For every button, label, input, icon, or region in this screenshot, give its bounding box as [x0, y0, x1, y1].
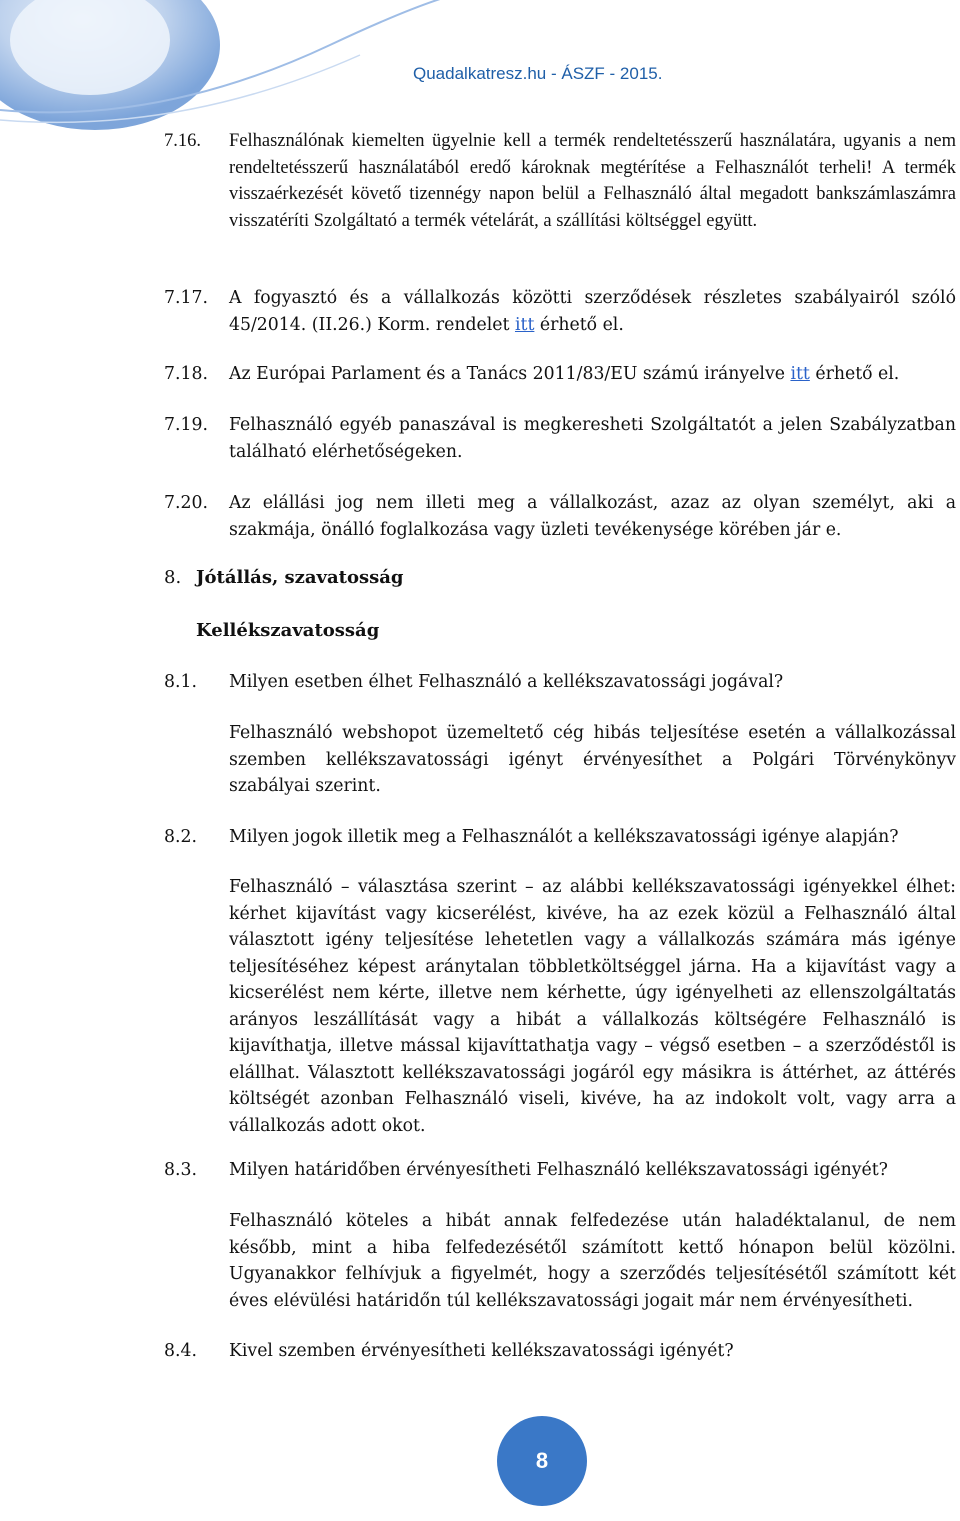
section-title: Jótállás, szavatosság	[196, 567, 404, 588]
item-text-before: A fogyasztó és a vállalkozás közötti szerződések részletes szabályairól szóló 45/2014. (II.26.) Korm. rendelet	[229, 288, 956, 335]
section-number: 8.	[164, 567, 182, 588]
section-heading	[164, 567, 403, 588]
item-text-after: érhető el.	[534, 314, 624, 335]
question-number: 8.2.	[164, 827, 197, 847]
question-text: Milyen jogok illetik meg a Felhasználót a kellékszavatossági igénye alapján?	[229, 827, 899, 847]
answer-8-3: Felhasználó köteles a hibát annak felfedezése után haladéktalanul, de nem később, mint a hiba felfedezésétől számított kettő hónapon belül közölni. Ugyanakkor felhívjuk a figyelmét, hogy a szerződés teljesítésétől számított két éves elévülési határidőn túl kellékszavatossági jogait már nem érvényesítheti.	[229, 1211, 956, 1311]
item-text	[229, 285, 956, 338]
question-number: 8.1.	[164, 672, 197, 692]
list-item-7-19	[164, 412, 956, 465]
item-text: Felhasználónak kiemelten ügyelnie kell a termék rendeltetésszerű használatára, ugyanis a nem rendeltetésszerű használatából eredő károknak megtérítése a Felhasználót terheli! A termék visszaérkezését követő tizennégy napon belül a Felhasználó által megadott bankszámlaszámra visszatéríti Szolgáltató a termék vételárát, a szállítási költséggel együtt.	[229, 131, 956, 231]
question-8-2	[164, 824, 956, 851]
question-number: 8.3.	[164, 1160, 197, 1180]
question-text: Milyen esetben élhet Felhasználó a kellékszavatossági jogával?	[229, 672, 784, 692]
question-text: Kivel szemben érvényesítheti kellékszavatossági igényét?	[229, 1341, 734, 1361]
header-title: Quadalkatresz.hu - ÁSZF - 2015.	[413, 64, 663, 83]
item-number: 7.19.	[164, 415, 208, 435]
question-8-1	[164, 669, 956, 696]
question-number: 8.4.	[164, 1341, 197, 1361]
link-itt[interactable]: itt	[514, 314, 535, 335]
item-number: 7.18.	[164, 364, 208, 384]
list-item-7-16	[164, 128, 956, 234]
link-itt[interactable]: itt	[790, 364, 810, 384]
section-subheading: Kellékszavatosság	[196, 620, 380, 641]
item-number: 7.16.	[164, 131, 201, 151]
list-item-7-20	[164, 490, 956, 543]
item-text: Az elállási jog nem illeti meg a vállalkozást, azaz az olyan személyt, aki a szakmája, önálló foglalkozása vagy üzleti tevékenysége körében jár e.	[229, 493, 956, 540]
question-text: Milyen határidőben érvényesítheti Felhasználó kellékszavatossági igényét?	[229, 1160, 888, 1180]
item-text	[229, 361, 956, 388]
item-text: Felhasználó egyéb panaszával is megkeresheti Szolgáltatót a jelen Szabályzatban található elérhetőségeken.	[229, 415, 956, 462]
question-8-4	[164, 1338, 956, 1365]
item-number: 7.17.	[164, 288, 208, 308]
item-text-before: Az Európai Parlament és a Tanács 2011/83/EU számú irányelve	[229, 364, 791, 384]
item-text-after: érhető el.	[809, 364, 900, 384]
page-number-badge: 8	[497, 1416, 587, 1506]
list-item-7-17	[164, 285, 956, 338]
answer-8-2: Felhasználó – választása szerint – az alábbi kellékszavatossági igényekkel élhet: kérhet kijavítást vagy kicserélést, kivéve, ha az ezek közül a Felhasználó által választott igény teljesítése lehetetlen vagy a vállalkozás számára más igénye teljesítéséhez képest aránytalan többletköltséggel járna. Ha a kijavítást vagy a kicserélést nem kérte, illetve nem kérhette, úgy igényelheti az ellenszolgáltatás arányos leszállítását vagy a hibát a vállalkozás költségére Felhasználó is kijavíthatja, illetve mással kijavíttathatja vagy – végső esetben – a szerződéstől is elállhat. Választott kellékszavatossági jogáról egy másikra is áttérhet, az áttérés költségét azonban Felhasználó viseli, kivéve, ha az indokolt volt, vagy arra a vállalkozás adott okot.	[229, 877, 956, 1136]
answer-8-1: Felhasználó webshopot üzemeltető cég hibás teljesítése esetén a vállalkozással szemben kellékszavatossági igényt érvényesíthet a Polgári Törvénykönyv szabályai szerint.	[229, 723, 956, 796]
question-8-3	[164, 1157, 956, 1184]
list-item-7-18	[164, 361, 956, 388]
item-number: 7.20.	[164, 493, 208, 513]
